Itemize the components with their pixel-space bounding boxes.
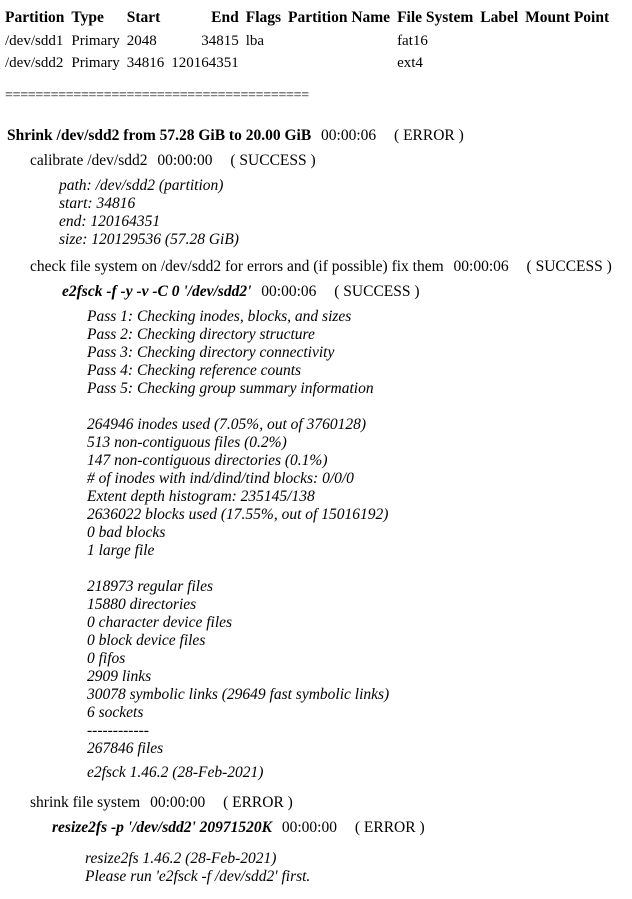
check-output-line: Pass 2: Checking directory structure xyxy=(87,326,315,343)
partition-table xyxy=(0,6,614,74)
check-output-line: # of inodes with ind/dind/tind blocks: 0/0/0 xyxy=(87,470,354,487)
shrink-step xyxy=(30,794,293,812)
check-output-line: Pass 3: Checking directory connectivity xyxy=(87,344,335,361)
check-output-line: 0 fifos xyxy=(87,650,126,667)
col-header: File System xyxy=(397,9,474,26)
check-label: check file system on /dev/sdd2 for errors and (if possible) fix them xyxy=(30,258,444,275)
table-cell xyxy=(523,30,611,52)
operation-title: Shrink /dev/sdd2 from 57.28 GiB to 20.00 GiB xyxy=(7,127,312,144)
calibrate-status: ( SUCCESS ) xyxy=(230,152,316,169)
check-output-line: 1 large file xyxy=(87,542,155,559)
check-command xyxy=(62,283,420,301)
check-output-line: 267846 files xyxy=(87,740,164,757)
check-output-line: 0 block device files xyxy=(87,632,206,649)
shrink-status: ( ERROR ) xyxy=(223,794,293,811)
calibrate-detail: size: 120129536 (57.28 GiB) xyxy=(59,231,239,248)
check-output-line: 0 bad blocks xyxy=(87,524,166,541)
calibrate-step xyxy=(30,152,316,170)
operation-time: 00:00:06 xyxy=(321,127,377,144)
check-output-line: 264946 inodes used (7.05%, out of 3760128) xyxy=(87,416,366,433)
check-command-time: 00:00:06 xyxy=(261,283,317,300)
table-cell: /dev/sdd2 xyxy=(5,54,64,71)
check-command-status: ( SUCCESS ) xyxy=(334,283,420,300)
col-header: Start xyxy=(126,9,161,26)
check-output-line: Pass 4: Checking reference counts xyxy=(87,362,302,379)
calibrate-detail: start: 34816 xyxy=(59,195,136,212)
check-output-line: 0 character device files xyxy=(87,614,233,631)
table-cell: lba xyxy=(245,32,265,49)
shrink-label: shrink file system xyxy=(30,794,141,811)
check-output-line: 2909 links xyxy=(87,668,152,685)
check-output-line: Pass 1: Checking inodes, blocks, and sizes xyxy=(87,308,352,325)
shrink-command-status: ( ERROR ) xyxy=(354,819,425,836)
table-cell: 120164351 xyxy=(171,54,239,71)
table-row xyxy=(3,30,611,52)
check-step xyxy=(30,258,612,276)
col-header: End xyxy=(211,9,239,26)
col-header: Type xyxy=(71,9,104,26)
shrink-command-text: resize2fs -p '/dev/sdd2' 20971520K xyxy=(52,819,272,836)
check-output-line: 147 non-contiguous directories (0.1%) xyxy=(87,452,328,469)
check-output-line: 2636022 blocks used (17.55%, out of 15016192) xyxy=(87,506,389,523)
col-header: Partition xyxy=(5,9,65,26)
table-cell xyxy=(523,52,611,74)
col-header: Mount Point xyxy=(525,9,610,26)
table-row xyxy=(3,52,611,74)
table-cell xyxy=(478,30,520,52)
shrink-output-line: resize2fs 1.46.2 (28-Feb-2021) xyxy=(85,850,277,867)
table-cell: 34815 xyxy=(201,32,239,49)
table-cell: 2048 xyxy=(126,32,157,49)
check-output-line: 6 sockets xyxy=(87,704,144,721)
col-header: Partition Name xyxy=(288,9,391,26)
calibrate-time: 00:00:00 xyxy=(157,152,213,169)
check-output-line: Extent depth histogram: 235145/138 xyxy=(87,488,315,505)
table-cell xyxy=(244,52,283,74)
check-output-line: 513 non-contiguous files (0.2%) xyxy=(87,434,287,451)
check-output-line: 15880 directories xyxy=(87,596,197,613)
shrink-time: 00:00:00 xyxy=(150,794,206,811)
shrink-command xyxy=(52,819,425,837)
table-cell: ext4 xyxy=(397,54,423,71)
calibrate-detail: path: /dev/sdd2 (partition) xyxy=(59,177,224,194)
check-command-text: e2fsck -f -y -v -C 0 '/dev/sdd2' xyxy=(62,283,252,300)
table-cell: fat16 xyxy=(397,32,428,49)
table-cell xyxy=(286,30,392,52)
calibrate-detail: end: 120164351 xyxy=(59,213,161,230)
col-header: Label xyxy=(480,9,519,26)
col-header: Flags xyxy=(245,9,282,26)
check-output-line: 30078 symbolic links (29649 fast symbolic links) xyxy=(87,686,390,703)
table-cell xyxy=(478,52,520,74)
shrink-output-line: Please run 'e2fsck -f /dev/sdd2' first. xyxy=(85,868,311,885)
check-output-line: ------------ xyxy=(87,722,149,739)
table-header-row xyxy=(3,6,611,30)
table-cell xyxy=(286,52,392,74)
check-time: 00:00:06 xyxy=(453,258,509,275)
table-cell: Primary xyxy=(71,32,120,49)
operation-header xyxy=(7,127,464,145)
check-output-line: 218973 regular files xyxy=(87,578,214,595)
shrink-command-time: 00:00:00 xyxy=(281,819,337,836)
check-status: ( SUCCESS ) xyxy=(526,258,612,275)
separator-line: ======================================== xyxy=(5,88,309,103)
table-cell: /dev/sdd1 xyxy=(5,32,64,49)
calibrate-label: calibrate /dev/sdd2 xyxy=(30,152,148,169)
check-output-line: Pass 5: Checking group summary information xyxy=(87,380,374,397)
table-cell: Primary xyxy=(71,54,120,71)
operation-status: ( ERROR ) xyxy=(394,127,464,144)
check-version: e2fsck 1.46.2 (28-Feb-2021) xyxy=(87,764,264,781)
table-cell: 34816 xyxy=(126,54,165,71)
